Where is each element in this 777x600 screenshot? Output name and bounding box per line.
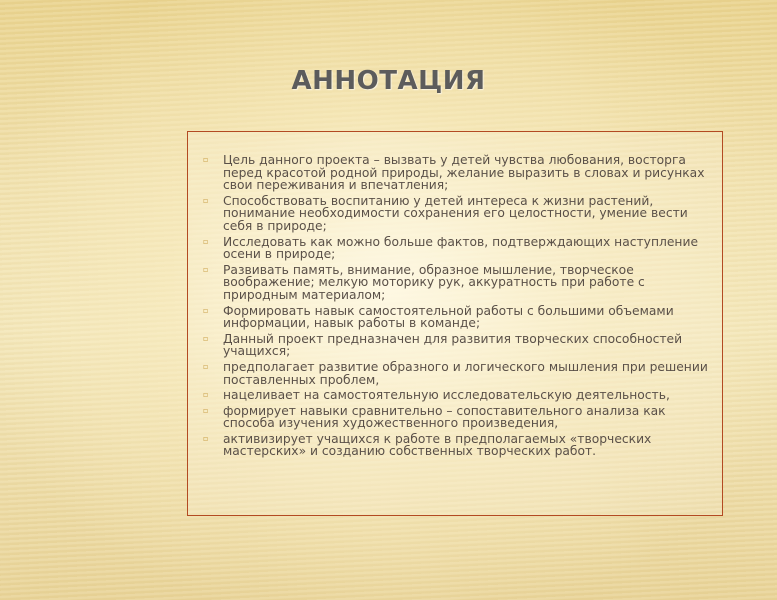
list-item-text: нацеливает на самостоятельную исследовательскую деятельность, bbox=[223, 388, 670, 403]
list-item bbox=[203, 359, 708, 387]
square-bullet-icon: ▫ bbox=[203, 361, 209, 371]
list-item-text: предполагает развитие образного и логического мышления при решении поставленных проблем, bbox=[223, 359, 708, 387]
list-item-text: Развивать память, внимание, образное мышление, творческое воображение; мелкую моторику рук, аккуратность при работе с природным материалом; bbox=[223, 262, 645, 302]
list-item-text: Цель данного проекта – вызвать у детей чувства любования, восторга перед красотой родной природы, желание выразить в словах и рисунках свои переживания и впечатления; bbox=[223, 153, 705, 193]
square-bullet-icon: ▫ bbox=[203, 390, 209, 400]
square-bullet-icon: ▫ bbox=[203, 264, 209, 274]
annotation-list bbox=[188, 132, 722, 458]
list-item bbox=[203, 331, 708, 359]
square-bullet-icon: ▫ bbox=[203, 405, 209, 415]
list-item bbox=[203, 388, 708, 403]
square-bullet-icon: ▫ bbox=[203, 236, 209, 246]
list-item bbox=[203, 303, 708, 331]
list-item-text: формирует навыки сравнительно – сопоставительного анализа как способа изучения художественного произведения, bbox=[223, 403, 666, 431]
list-item bbox=[203, 234, 708, 262]
content-box bbox=[187, 131, 723, 516]
square-bullet-icon: ▫ bbox=[203, 195, 209, 205]
square-bullet-icon: ▫ bbox=[203, 433, 209, 443]
list-item bbox=[203, 431, 708, 459]
list-item bbox=[203, 403, 708, 431]
square-bullet-icon: ▫ bbox=[203, 155, 209, 164]
list-item-text: Исследовать как можно больше фактов, подтверждающих наступление осени в природе; bbox=[223, 234, 699, 262]
slide-title: АННОТАЦИЯ bbox=[291, 66, 486, 96]
list-item bbox=[203, 193, 708, 233]
list-item-text: активизирует учащихся к работе в предполагаемых «творческих мастерских» и созданию собственных творческих работ. bbox=[223, 431, 652, 459]
list-item-text: Формировать навык самостоятельной работы с большими объемами информации, навык работы в команде; bbox=[223, 303, 674, 331]
square-bullet-icon: ▫ bbox=[203, 333, 209, 343]
list-item-text: Данный проект предназначен для развития творческих способностей учащихся; bbox=[223, 331, 683, 359]
square-bullet-icon: ▫ bbox=[203, 305, 209, 315]
list-item bbox=[203, 153, 708, 193]
list-item bbox=[203, 262, 708, 302]
list-item-text: Способствовать воспитанию у детей интереса к жизни растений, понимание необходимости сохранения его целостности, умение вести себя в природе; bbox=[223, 193, 688, 233]
